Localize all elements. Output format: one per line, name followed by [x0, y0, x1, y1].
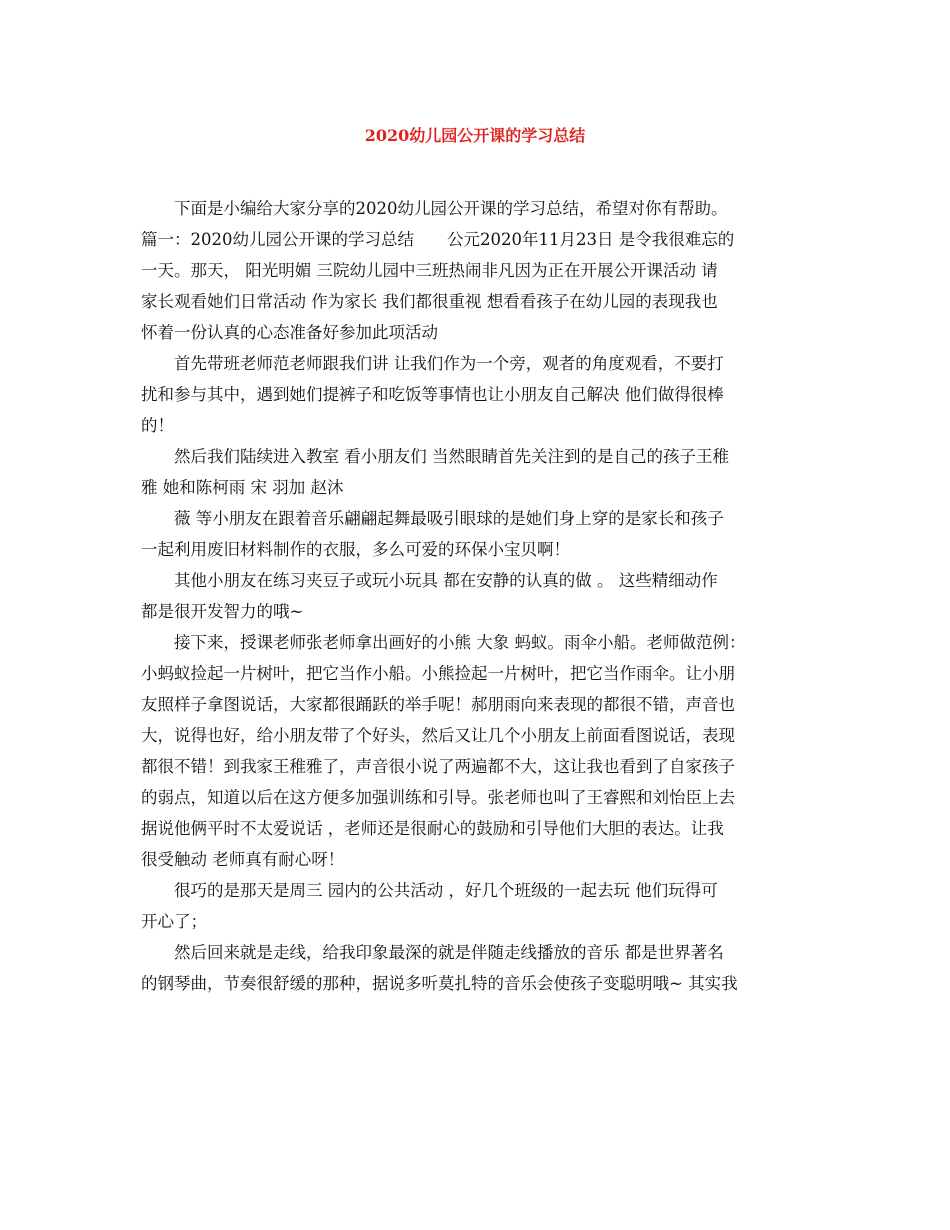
document-body [141, 193, 813, 999]
text-line: 的！ [141, 416, 174, 435]
text-line: 据说他俩平时不太爱说话 ，老师还是很耐心的鼓励和引导他们大胆的表达。让我 [141, 819, 724, 838]
text-line: 都是很开发智力的哦~ [141, 602, 304, 621]
text-line: 都很不错！到我家王稚雅了，声音很小说了两遍都不大，这让我也看到了自家孩子 [141, 757, 735, 776]
text-line: 怀着一份认真的心态准备好参加此项活动 [141, 323, 438, 342]
text-line: 接下来，授课老师张老师拿出画好的小熊 大象 蚂蚁。雨伞小船。老师做范例： [174, 633, 746, 652]
text-line: 薇 等小朋友在跟着音乐翩翩起舞最吸引眼球的是她们身上穿的是家长和孩子 [174, 509, 724, 528]
text-line: 很巧的是那天是周三 园内的公共活动 ，好几个班级的一起去玩 他们玩得可 [174, 881, 718, 900]
text-line: 家长观看她们日常活动 作为家长 我们都很重视 想看看孩子在幼儿园的表现我也 [141, 292, 718, 311]
text-line: 下面是小编给大家分享的2020幼儿园公开课的学习总结，希望对你有帮助。 [174, 199, 728, 218]
text-line: 很受触动 老师真有耐心呀！ [141, 850, 345, 869]
text-line: 小蚂蚁捡起一片树叶，把它当作小船。小熊捡起一片树叶，把它当作雨伞。让小朋 [141, 664, 735, 683]
text-line: 的钢琴曲，节奏很舒缓的那种，据说多听莫扎特的音乐会使孩子变聪明哦~ 其实我 [141, 974, 738, 993]
text-line: 的弱点，知道以后在这方便多加强训练和引导。张老师也叫了王睿熙和刘怡臣上去 [141, 788, 735, 807]
text-line: 开心了； [141, 912, 207, 931]
text-line: 首先带班老师范老师跟我们讲 让我们作为一个旁，观者的角度观看，不要打 [174, 354, 724, 373]
text-line: 一天。那天， 阳光明媚 三院幼儿园中三班热闹非凡因为正在开展公开课活动 请 [141, 261, 718, 280]
text-line: 其他小朋友在练习夹豆子或玩小玩具 都在安静的认真的做 。 这些精细动作 [174, 571, 718, 590]
text-line: 雅 她和陈柯雨 宋 羽加 赵沐 [141, 478, 344, 497]
text-line: 大，说得也好，给小朋友带了个好头，然后又让几个小朋友上前面看图说话，表现 [141, 726, 735, 745]
text-line: 友照样子拿图说话，大家都很踊跃的举手呢！郝朋雨向来表现的都很不错，声音也 [141, 695, 735, 714]
text-line: 扰和参与其中，遇到她们提裤子和吃饭等事情也让小朋友自己解决 他们做得很棒 [141, 385, 724, 404]
text-line: 然后回来就是走线，给我印象最深的就是伴随走线播放的音乐 都是世界著名 [174, 943, 724, 962]
document-title: 2020幼儿园公开课的学习总结 [364, 126, 586, 145]
text-line: 一起利用废旧材料制作的衣服，多么可爱的环保小宝贝啊！ [141, 540, 570, 559]
text-line: 然后我们陆续进入教室 看小朋友们 当然眼睛首先关注到的是自己的孩子王稚 [174, 447, 729, 466]
text-line: 篇一：2020幼儿园公开课的学习总结 公元2020年11月23日 是令我很难忘的 [141, 230, 735, 249]
